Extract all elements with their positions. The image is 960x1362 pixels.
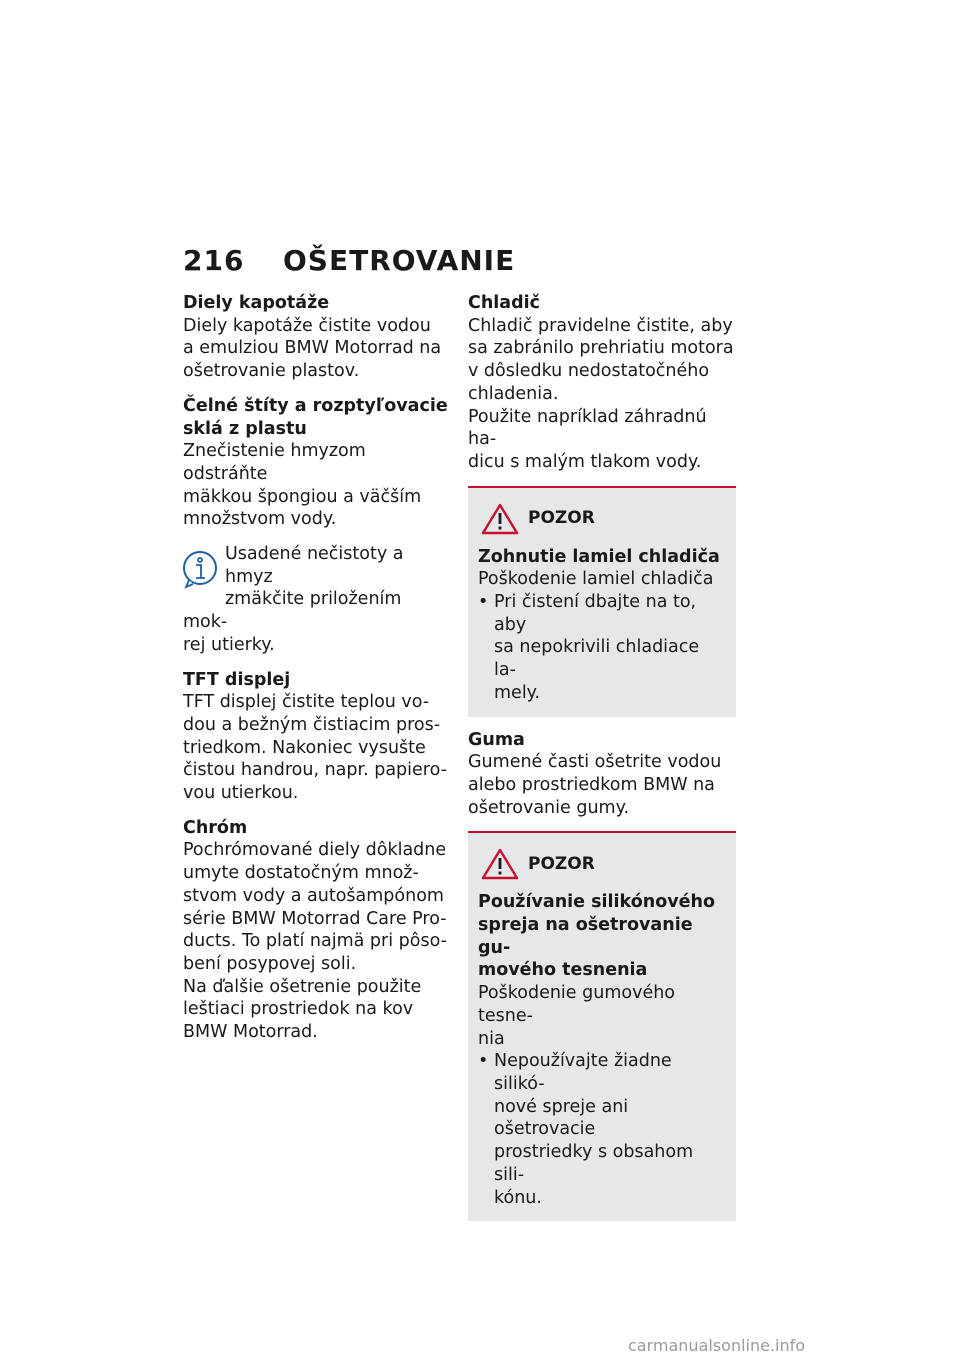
warning-bullet <box>478 1050 726 1209</box>
right-column <box>468 292 736 1233</box>
warning-box-silicone <box>468 831 736 1221</box>
warning-title: Zohnutie lamiel chladiča <box>478 546 720 567</box>
section-title: Chróm <box>183 817 248 838</box>
section-chrome <box>183 817 451 1044</box>
warning-head <box>478 847 726 881</box>
section-tft-display <box>183 669 451 805</box>
page-header <box>183 244 515 277</box>
note-text: Usadené nečistoty a hmyz zmäkčite priložením mok- rej utierky. <box>183 544 404 655</box>
warning-box-radiator <box>468 486 736 717</box>
section-text: Diely kapotáže čistite vodou a emulziou BMW Motorrad na ošetrovanie plastov. <box>183 315 442 382</box>
section-text: Gumené časti ošetrite vodou alebo prostriedkom BMW na ošetrovanie gumy. <box>468 752 722 818</box>
left-column <box>183 292 451 1056</box>
bullet-text: Nepoužívajte žiadne silikó- nové spreje ani ošetrovacie prostriedky s obsahom sili- kónu. <box>494 1051 694 1208</box>
warning-title: Používanie silikónového spreja na ošetrovanie gu- mového tesnenia <box>478 892 715 981</box>
warning-label: POZOR <box>528 854 595 874</box>
warning-bullet <box>478 591 726 705</box>
info-note <box>183 543 451 657</box>
warning-label: POZOR <box>528 508 595 529</box>
warning-subtitle: Poškodenie lamiel chladiča <box>478 569 714 590</box>
bullet-mark: • <box>478 1051 489 1072</box>
section-title: TFT displej <box>183 669 291 690</box>
warning-triangle-icon <box>480 502 520 536</box>
section-text: Znečistenie hmyzom odstráňte mäkkou špongiou a väčším množstvom vody. <box>183 441 422 530</box>
bullet-text: Pri čistení dbajte na to, aby sa nepokrivili chladiace la- mely. <box>494 592 700 703</box>
section-title: Chladič <box>468 293 541 313</box>
warning-triangle-icon <box>480 847 520 881</box>
bullet-mark: • <box>478 592 489 613</box>
section-text: Chladič pravidelne čistite, aby sa zabránilo prehriatiu motora v dôsledku nedostatočného chladenia. Použite napríklad záhradnú ha- dicu s malým tlakom vody. <box>468 315 734 472</box>
page-title: OŠETROVANIE <box>283 244 516 277</box>
section-title: Guma <box>468 729 525 750</box>
section-radiator <box>468 292 736 474</box>
warning-head <box>478 502 726 536</box>
page-number: 216 <box>183 244 245 277</box>
info-icon <box>181 549 219 589</box>
section-rubber <box>468 729 736 820</box>
section-windshield <box>183 395 451 531</box>
section-title: Čelné štíty a rozptyľovacie sklá z plastu <box>183 395 448 439</box>
section-text: Pochrómované diely dôkladne umyte dostatočným množ- stvom vody a autošampónom série BMW Motorrad Care Pro- ducts. To platí najmä pri pôso- bení posypovej soli. Na ďalšie ošetrenie použite leštiaci prostriedok na kov BMW Motorrad. <box>183 840 447 1043</box>
section-fairing <box>183 292 451 383</box>
warning-subtitle: Poškodenie gumového tesne- nia <box>478 983 676 1049</box>
section-title: Diely kapotáže <box>183 293 330 313</box>
watermark: carmanualsonline.info <box>628 1336 806 1355</box>
section-text: TFT displej čistite teplou vo- dou a bežným čistiacim pros- triedkom. Nakoniec vysušte čistou handrou, napr. papiero- vou utierkou. <box>183 692 447 804</box>
